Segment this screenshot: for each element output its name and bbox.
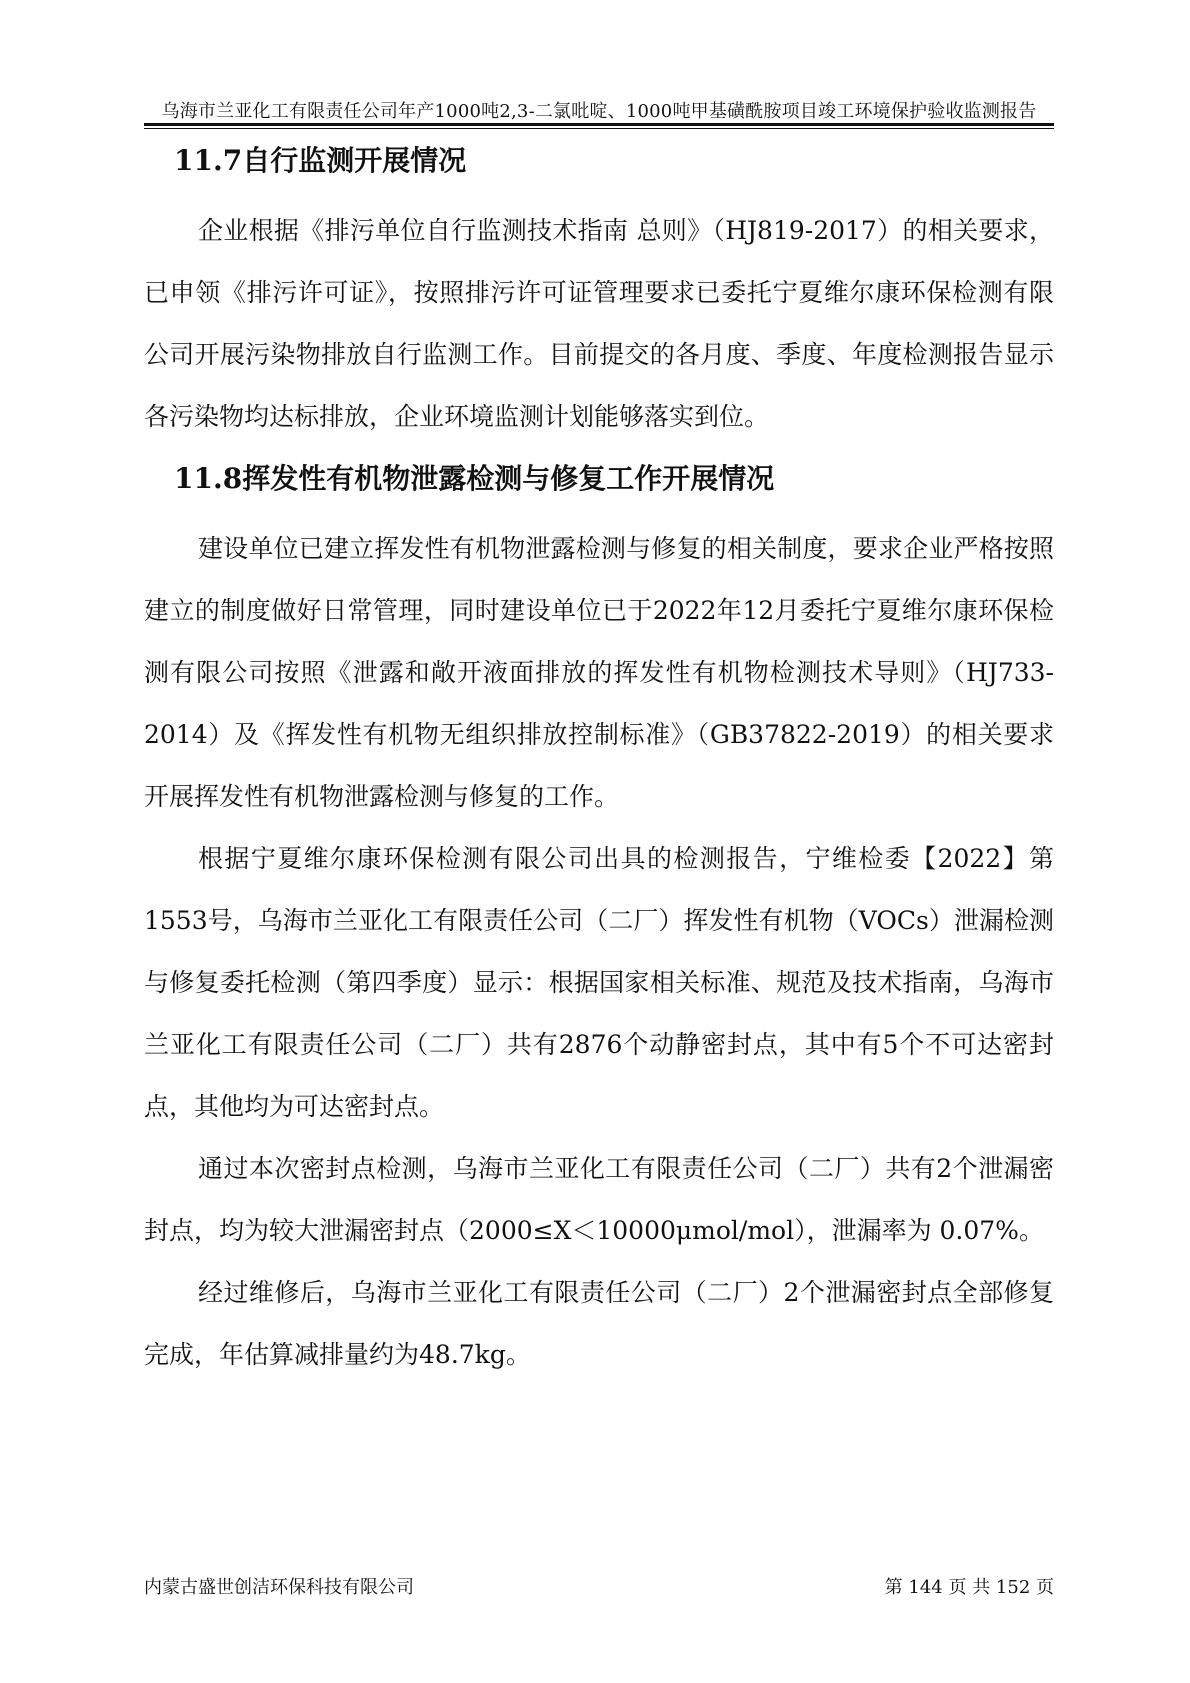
paragraph: 建设单位已建立挥发性有机物泄露检测与修复的相关制度，要求企业严格按照建立的制度做好日常管理，同时建设单位已于2022年12月委托宁夏维尔康环保检测有限公司按照《泄露和敞开液面排放的挥发性有机物检测技术导则》（HJ733-2014）及《挥发性有机物无组织排放控制标准》（GB37822-2019）的相关要求开展挥发性有机物泄露检测与修复的工作。 xyxy=(144,534,1054,811)
header-rule-thin xyxy=(144,128,1054,129)
page-content xyxy=(144,136,1054,1386)
paragraph: 企业根据《排污单位自行监测技术指南 总则》（HJ819-2017）的相关要求，已申领《排污许可证》，按照排污许可证管理要求已委托宁夏维尔康环保检测有限公司开展污染物排放自行监测工作。目前提交的各月度、季度、年度检测报告显示各污染物均达标排放，企业环境监测计划能够落实到位。 xyxy=(144,216,1054,431)
footer-page-number: 第 144 页 共 152 页 xyxy=(884,1577,1054,1598)
header-rule xyxy=(144,123,1054,126)
paragraph: 根据宁夏维尔康环保检测有限公司出具的检测报告，宁维检委【2022】第1553号，乌海市兰亚化工有限责任公司（二厂）挥发性有机物（VOCs）泄漏检测与修复委托检测（第四季度）显示：根据国家相关标准、规范及技术指南，乌海市兰亚化工有限责任公司（二厂）共有2876个动静密封点，其中有5个不可达密封点，其他均为可达密封点。 xyxy=(144,844,1054,1121)
page-footer xyxy=(144,1573,1054,1599)
running-header: 乌海市兰亚化工有限责任公司年产1000吨2,3-二氯吡啶、1000吨甲基磺酰胺项目竣工环境保护验收监测报告 xyxy=(161,101,1037,122)
paragraph: 通过本次密封点检测，乌海市兰亚化工有限责任公司（二厂）共有2个泄漏密封点，均为较大泄漏密封点（2000≤X＜10000μmol/mol），泄漏率为 0.07%。 xyxy=(144,1154,1054,1245)
footer-company: 内蒙古盛世创洁环保科技有限公司 xyxy=(144,1577,414,1598)
section-heading-11-8: 11.8挥发性有机物泄露检测与修复工作开展情况 xyxy=(174,462,775,495)
paragraph: 经过维修后，乌海市兰亚化工有限责任公司（二厂）2个泄漏密封点全部修复完成，年估算减排量约为48.7kg。 xyxy=(144,1278,1054,1369)
section-heading-11-7: 11.7自行监测开展情况 xyxy=(174,144,467,177)
